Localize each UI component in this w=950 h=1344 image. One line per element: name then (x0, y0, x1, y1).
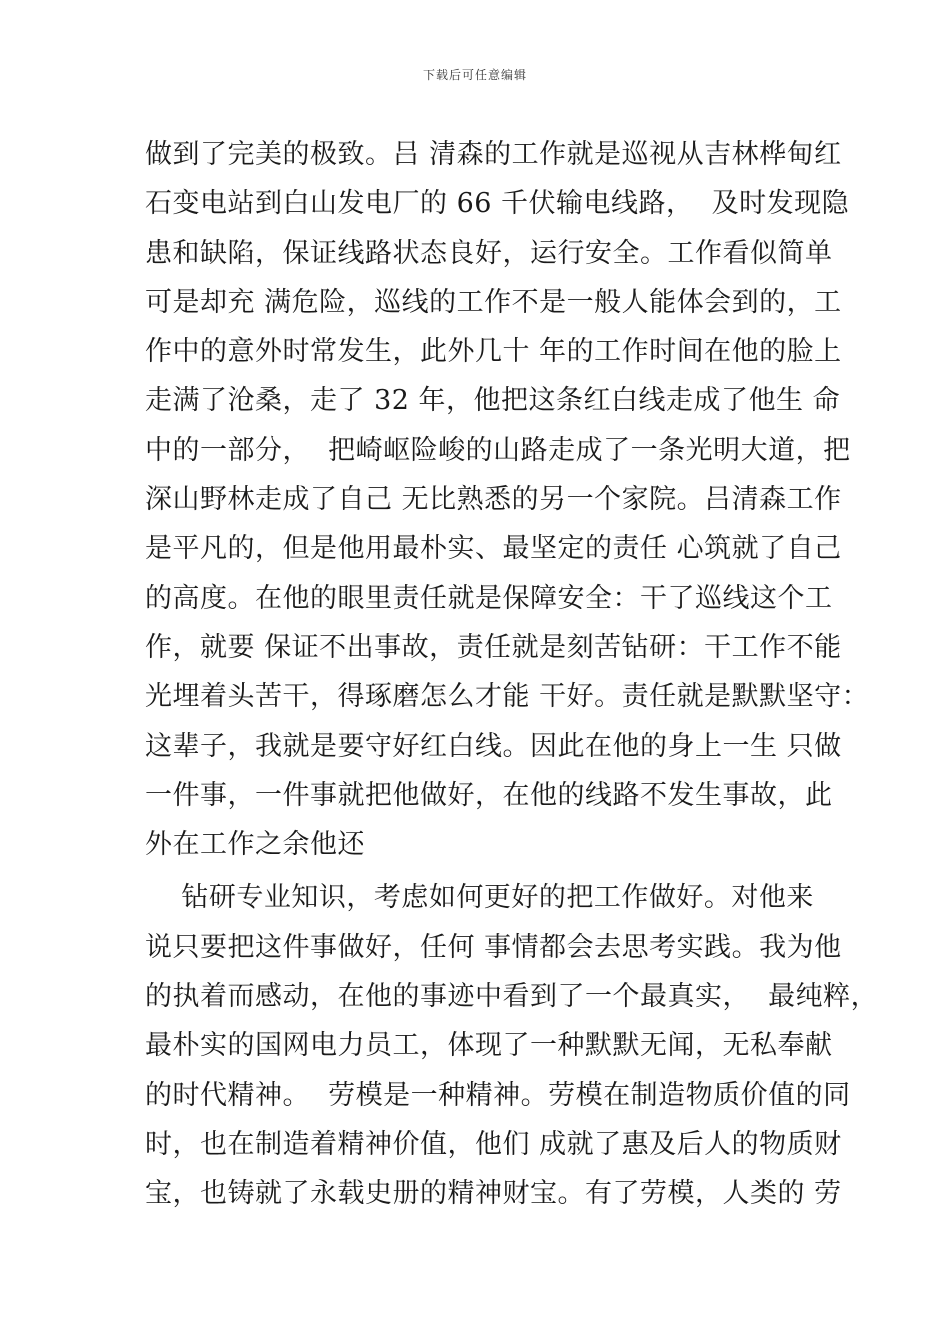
text-line: 一件事，一件事就把他做好，在他的线路不发生事故，此 (145, 779, 833, 811)
text-line: 最朴实的国网电力员工，体现了一种默默无闻，无私奉献 (145, 1030, 833, 1062)
text-line: 深山野林走成了自己 无比熟悉的另一个家院。吕清森工作 (145, 484, 842, 516)
text-line: 作，就要 保证不出事故，责任就是刻苦钻研：干工作不能 (145, 631, 842, 663)
text-line: 患和缺陷，保证线路状态良好，运行安全。工作看似简单 (145, 237, 833, 269)
text-line: 走满了沧桑，走了 32 年，他把这条红白线走成了他生 命 (145, 385, 841, 417)
text-line: 做到了完美的极致。吕 清森的工作就是巡视从吉林桦甸红 (145, 139, 842, 170)
text-line: 说只要把这件事做好，任何 事情都会去思考实践。我为他 (145, 931, 842, 963)
text-line: 可是却充 满危险，巡线的工作不是一般人能体会到的，工 (145, 286, 842, 318)
text-line: 外在工作之余他还 (145, 829, 365, 861)
paragraph-2 (145, 873, 879, 1218)
page-header: 下载后可任意编辑 (422, 68, 527, 82)
text-line: 的执着而感动，在他的事迹中看到了一个最真实， 最纯粹， (145, 981, 879, 1013)
text-line: 光埋着头苦干，得琢磨怎么才能 干好。责任就是默默坚守： (145, 681, 870, 713)
document-body (145, 130, 879, 1219)
text-line: 这辈子，我就是要守好红白线。因此在他的身上一生 只做 (145, 730, 842, 762)
paragraph-1 (145, 130, 870, 869)
text-line: 作中的意外时常发生，此外几十 年的工作时间在他的脸上 (145, 336, 842, 368)
text-line: 的时代精神。 劳模是一种精神。劳模在制造物质价值的同 (145, 1079, 851, 1111)
text-line: 是平凡的，但是他用最朴实、最坚定的责任 心筑就了自己 (145, 533, 842, 565)
text-line: 的高度。在他的眼里责任就是保障安全：干了巡线这个工 (145, 582, 833, 614)
text-line: 钻研专业知识，考虑如何更好的把工作做好。对他来 (145, 882, 814, 914)
text-line: 宝，也铸就了永载史册的精神财宝。有了劳模，人类的 劳 (145, 1178, 842, 1210)
text-line: 中的一部分， 把崎岖险峻的山路走成了一条光明大道，把 (145, 434, 851, 466)
text-line: 石变电站到白山发电厂的 66 千伏输电线路， 及时发现隐 (145, 188, 850, 220)
text-line: 时，也在制造着精神价值，他们 成就了惠及后人的物质财 (145, 1128, 842, 1160)
